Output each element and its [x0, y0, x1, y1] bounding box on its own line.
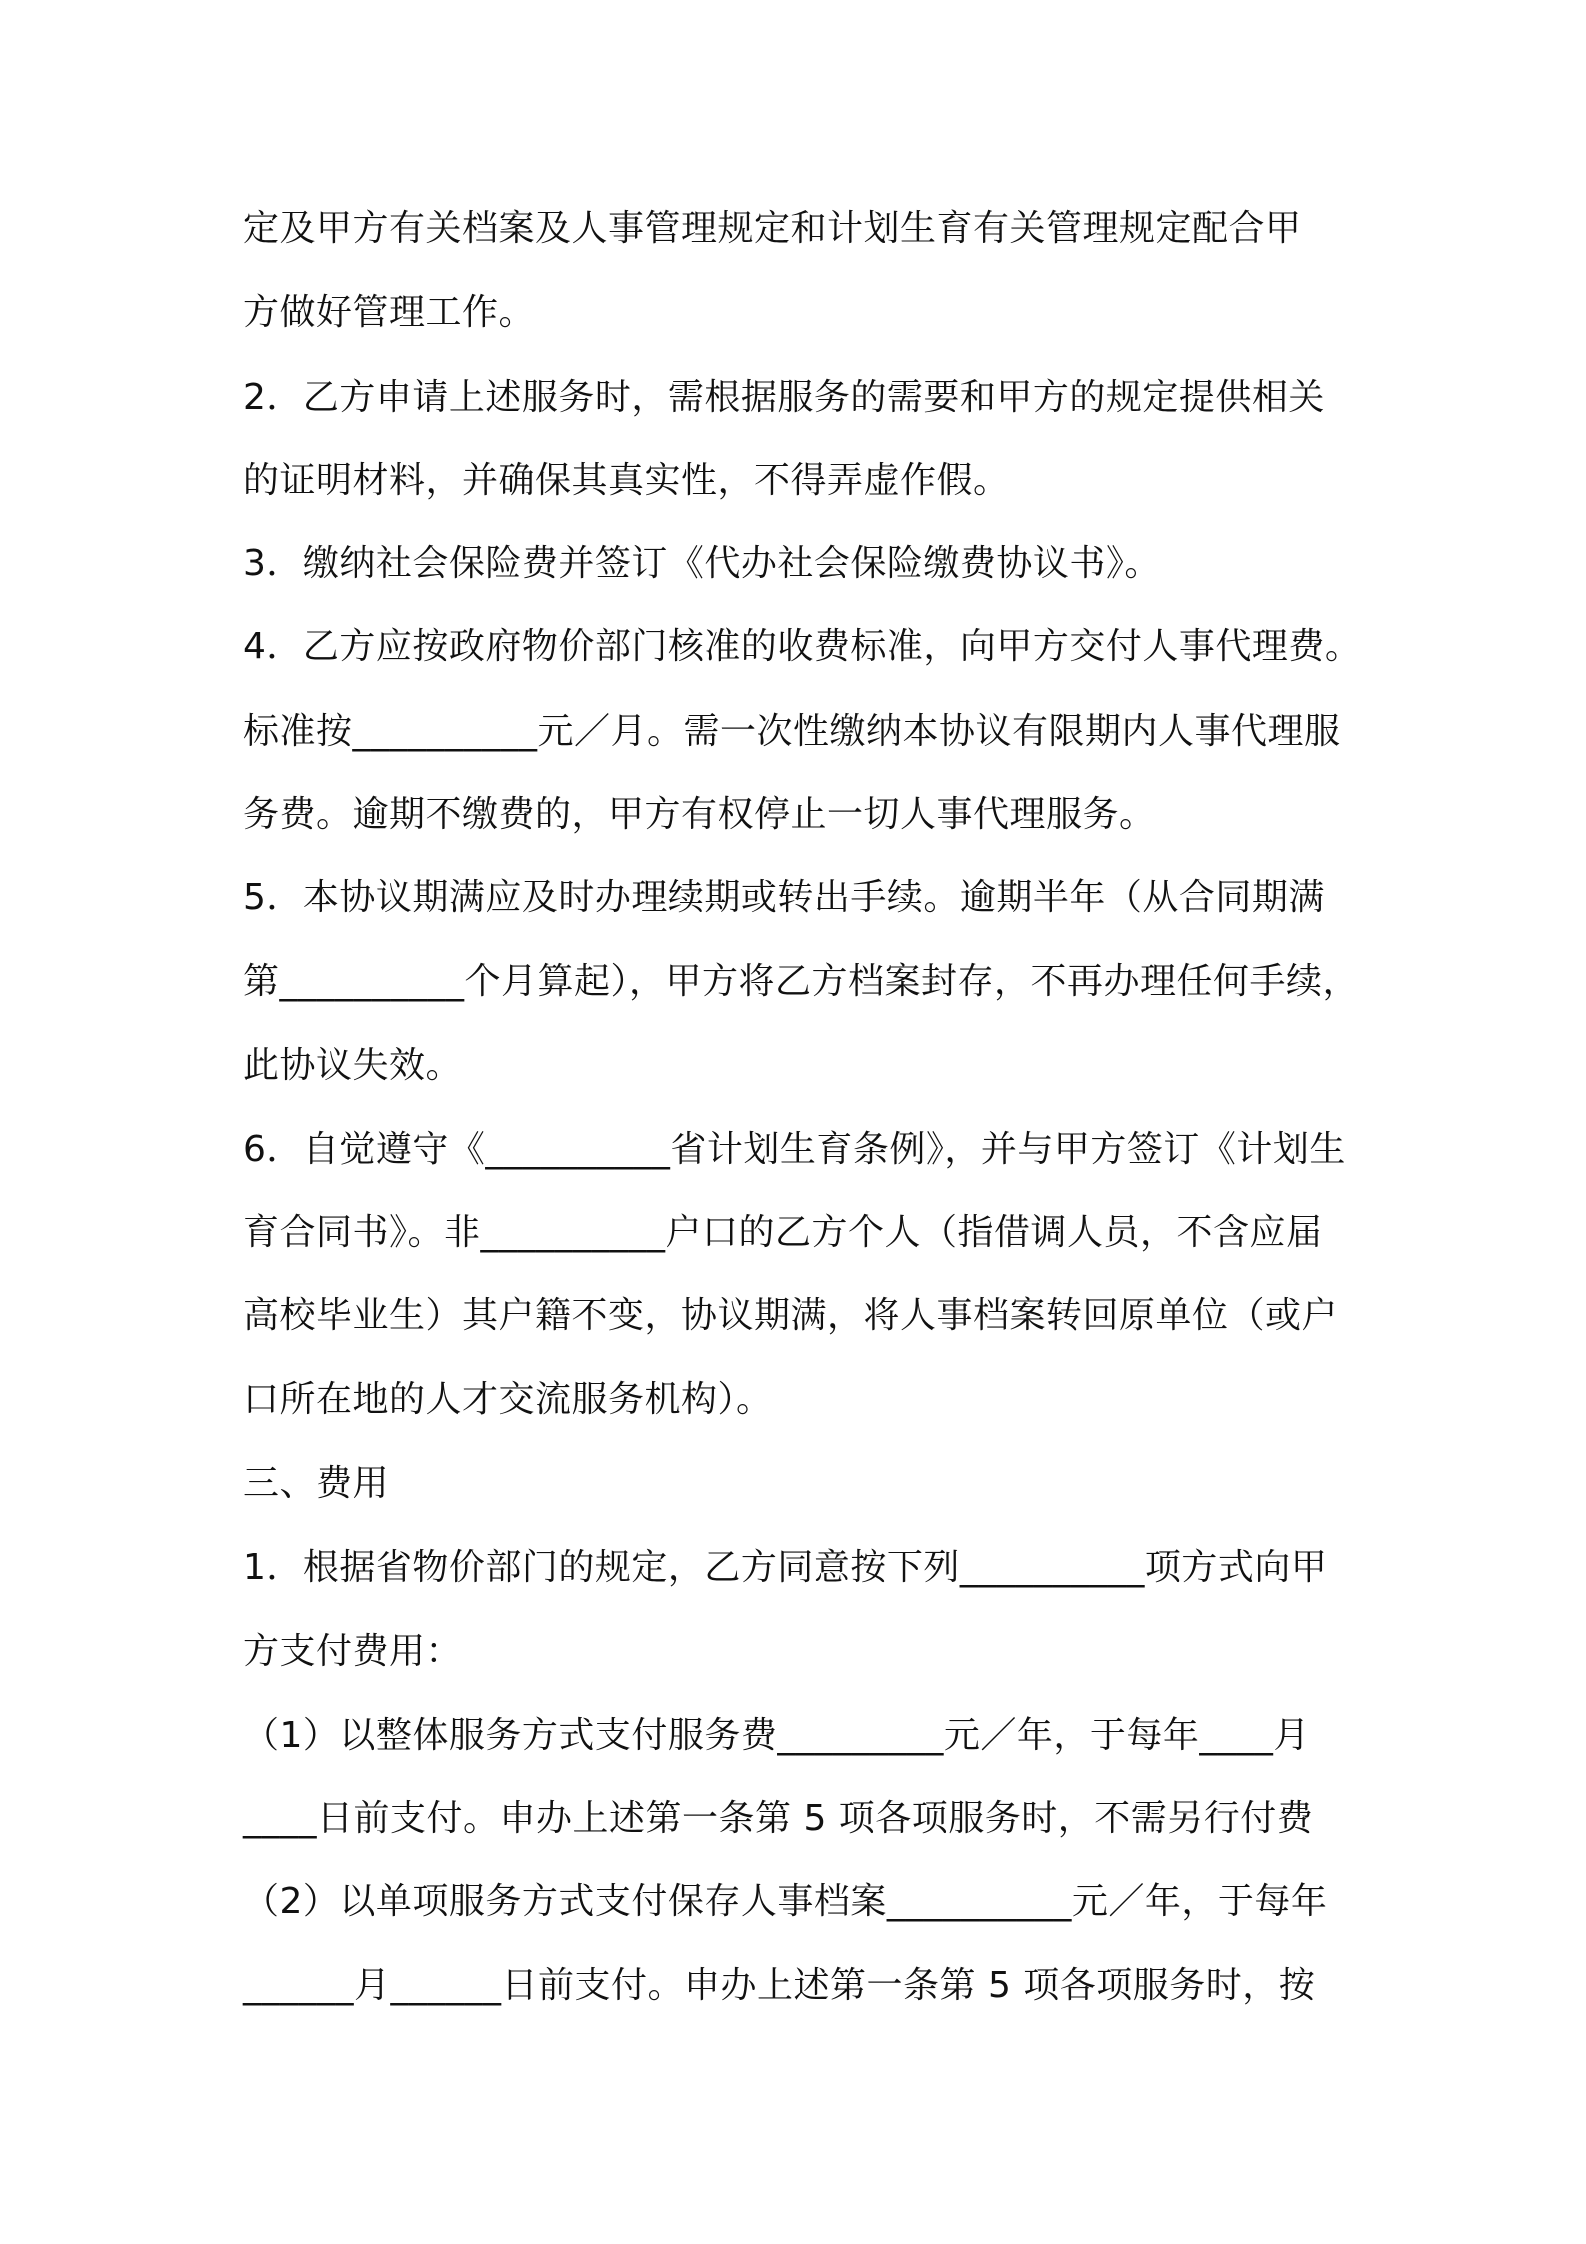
- paragraph-line: 3．缴纳社会保险费并签订《代办社会保险缴费协议书》。: [243, 543, 1161, 584]
- section-heading: 三、费用: [243, 1463, 390, 1504]
- paragraph-line: 此协议失效。: [243, 1045, 463, 1086]
- paragraph-line: 的证明材料，并确保其真实性，不得弄虚作假。: [243, 460, 1010, 501]
- paragraph-line: 6．自觉遵守《__________省计划生育条例》，并与甲方签订《计划生: [243, 1129, 1346, 1170]
- paragraph-line: 定及甲方有关档案及人事管理规定和计划生育有关管理规定配合甲: [243, 208, 1302, 249]
- paragraph-line: 方做好管理工作。: [243, 292, 536, 333]
- paragraph-line: 1．根据省物价部门的规定，乙方同意按下列__________项方式向甲: [243, 1547, 1328, 1588]
- paragraph-line: 口所在地的人才交流服务机构）。: [243, 1379, 773, 1420]
- paragraph-line: 方支付费用：: [243, 1631, 463, 1672]
- paragraph-line: 务费。逾期不缴费的，甲方有权停止一切人事代理服务。: [243, 794, 1156, 835]
- paragraph-line: ____日前支付。申办上述第一条第 5 项各项服务时，不需另行付费: [243, 1798, 1314, 1839]
- paragraph-line: 育合同书》。非__________户口的乙方个人（指借调人员，不含应届: [243, 1212, 1323, 1253]
- paragraph-line: 高校毕业生）其户籍不变，协议期满，将人事档案转回原单位（或户: [243, 1295, 1339, 1336]
- paragraph-line: 4．乙方应按政府物价部门核准的收费标准，向甲方交付人事代理费。: [243, 626, 1362, 667]
- paragraph-line: ______月______日前支付。申办上述第一条第 5 项各项服务时，按: [243, 1965, 1316, 2006]
- paragraph-line: （1）以整体服务方式支付服务费_________元／年，于每年____月: [243, 1715, 1310, 1756]
- paragraph-line: （2）以单项服务方式支付保存人事档案__________元／年，于每年: [243, 1881, 1328, 1922]
- paragraph-line: 5．本协议期满应及时办理续期或转出手续。逾期半年（从合同期满: [243, 877, 1325, 918]
- paragraph-line: 2．乙方申请上述服务时，需根据服务的需要和甲方的规定提供相关: [243, 377, 1325, 418]
- paragraph-line: 第__________个月算起），甲方将乙方档案封存，不再办理任何手续，: [243, 961, 1360, 1002]
- paragraph-line: 标准按__________元／月。需一次性缴纳本协议有限期内人事代理服: [243, 711, 1341, 752]
